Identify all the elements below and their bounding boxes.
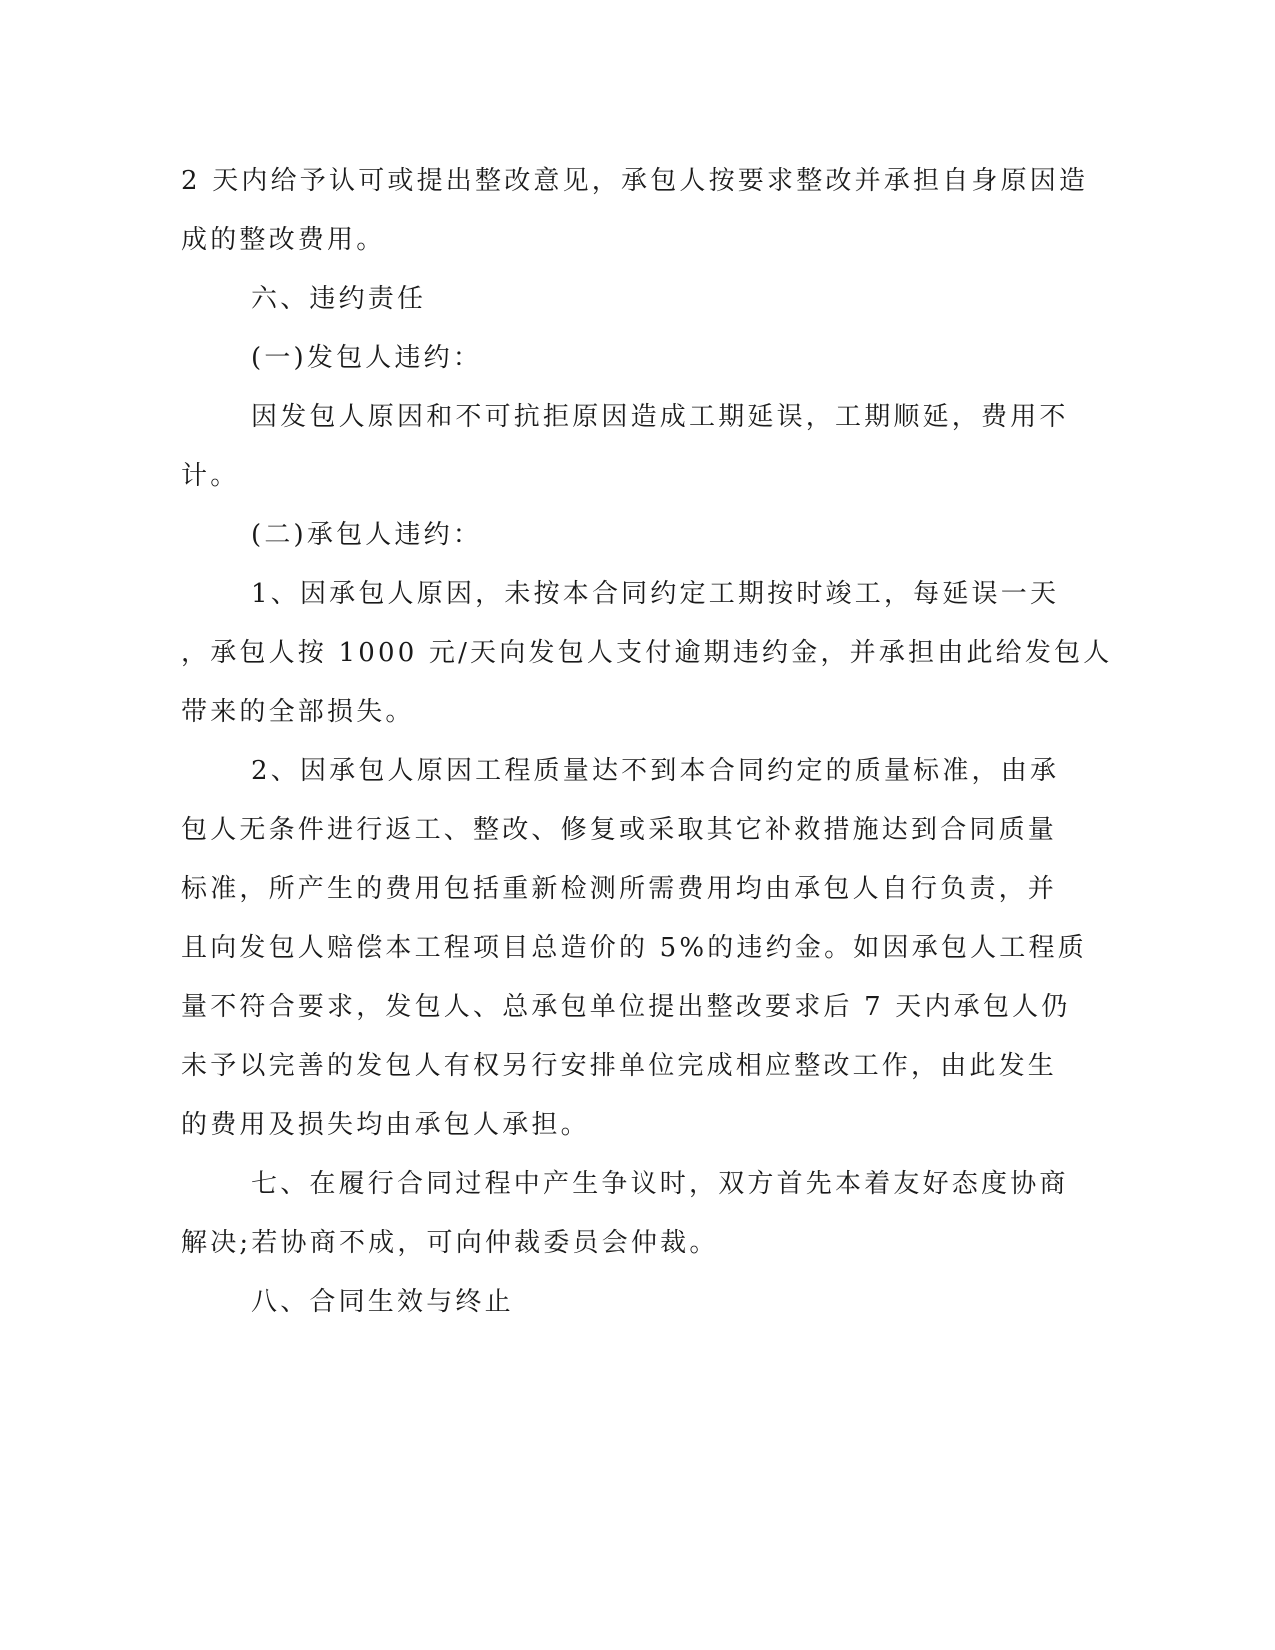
- section-heading: 七、在履行合同过程中产生争议时，双方首先本着友好态度协商: [251, 1169, 1069, 1199]
- text-line: 且向发包人赔偿本工程项目总造价的 5%的违约金。如因承包人工程质: [181, 933, 1087, 963]
- section-heading: 八、合同生效与终止: [251, 1287, 514, 1317]
- text-line: 解决;若协商不成，可向仲裁委员会仲裁。: [181, 1228, 719, 1258]
- text-line: 成的整改费用。: [181, 225, 386, 255]
- text-line: 1、因承包人原因，未按本合同约定工期按时竣工，每延误一天: [251, 579, 1060, 609]
- text-line: ，承包人按 1000 元/天向发包人支付逾期违约金，并承担由此给发包人: [181, 638, 1113, 668]
- text-line: 2 天内给予认可或提出整改意见，承包人按要求整改并承担自身原因造: [181, 166, 1089, 196]
- text-line: 计。: [181, 461, 240, 491]
- text-line: 未予以完善的发包人有权另行安排单位完成相应整改工作，由此发生: [181, 1051, 1058, 1081]
- text-line: 量不符合要求，发包人、总承包单位提出整改要求后 7 天内承包人仍: [181, 992, 1071, 1022]
- text-line: 标准，所产生的费用包括重新检测所需费用均由承包人自行负责，并: [181, 874, 1058, 904]
- document-body: [181, 152, 1113, 1332]
- subsection-heading: (二)承包人违约：: [251, 520, 483, 550]
- subsection-heading: (一)发包人违约：: [251, 343, 483, 373]
- text-line: 包人无条件进行返工、整改、修复或采取其它补救措施达到合同质量: [181, 815, 1058, 845]
- text-line: 2、因承包人原因工程质量达不到本合同约定的质量标准，由承: [251, 756, 1060, 786]
- section-heading: 六、违约责任: [251, 284, 427, 314]
- text-line: 带来的全部损失。: [181, 697, 415, 727]
- text-line: 因发包人原因和不可抗拒原因造成工期延误，工期顺延，费用不: [251, 402, 1069, 432]
- text-line: 的费用及损失均由承包人承担。: [181, 1110, 590, 1140]
